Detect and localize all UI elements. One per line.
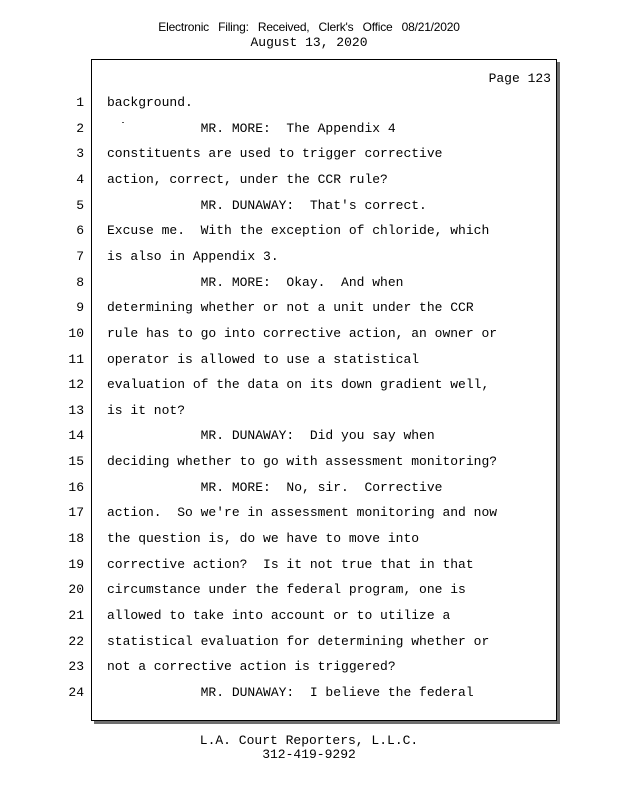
transcript-line: action. So we're in assessment monitoring and now [107, 505, 498, 520]
transcript-line: is it not? [107, 403, 186, 418]
hearing-date: August 13, 2020 [250, 35, 368, 50]
line-number: 15 [68, 454, 84, 469]
line-number: 1 [76, 95, 84, 110]
transcript-line: MR. MORE: No, sir. Corrective [107, 480, 443, 495]
line-number: 2 [76, 121, 84, 136]
transcript-line: MR. MORE: The Appendix 4 [107, 121, 396, 136]
line-number: 21 [68, 608, 84, 623]
transcript-line: MR. DUNAWAY: Did you say when [107, 428, 435, 443]
line-number: 6 [76, 223, 84, 238]
line-number: 3 [76, 146, 84, 161]
transcript-line: action, correct, under the CCR rule? [107, 172, 388, 187]
transcript-line: determining whether or not a unit under the CCR [107, 300, 474, 315]
transcript-line: evaluation of the data on its down gradient well, [107, 377, 490, 392]
transcript-line: Excuse me. With the exception of chloride, which [107, 223, 490, 238]
line-number: 20 [68, 582, 84, 597]
transcript-line: MR. DUNAWAY: That's correct. [107, 198, 427, 213]
line-number: 23 [68, 659, 84, 674]
line-number: 10 [68, 326, 84, 341]
transcript-line: deciding whether to go with assessment monitoring? [107, 454, 498, 469]
transcript-line: rule has to go into corrective action, an owner or [107, 326, 498, 341]
line-number: 5 [76, 198, 84, 213]
filing-stamp: Electronic Filing: Received, Clerk's Office 08/21/2020 [158, 20, 460, 34]
transcript-line: is also in Appendix 3. [107, 249, 279, 264]
line-number: 11 [68, 352, 84, 367]
transcript-line: background. [107, 95, 193, 110]
line-number: 22 [68, 634, 84, 649]
transcript-line: the question is, do we have to move into [107, 531, 420, 546]
line-number: 8 [76, 275, 84, 290]
transcript-line: statistical evaluation for determining whether or [107, 634, 490, 649]
transcript-line: MR. DUNAWAY: I believe the federal [107, 685, 474, 700]
line-number: 7 [76, 249, 84, 264]
transcript-line: not a corrective action is triggered? [107, 659, 396, 674]
court-reporter-name: L.A. Court Reporters, L.L.C. [199, 733, 419, 748]
line-number: 9 [76, 300, 84, 315]
line-number: 18 [68, 531, 84, 546]
transcript-line: corrective action? Is it not true that in that [107, 557, 474, 572]
transcript-line: circumstance under the federal program, one is [107, 582, 466, 597]
transcript-line: constituents are used to trigger corrective [107, 146, 443, 161]
line-number: 24 [68, 685, 84, 700]
court-reporter-phone: 312-419-9292 [262, 747, 356, 762]
transcript-line: allowed to take into account or to utilize a [107, 608, 451, 623]
transcript-line: MR. MORE: Okay. And when [107, 275, 404, 290]
line-number: 4 [76, 172, 84, 187]
line-number: 12 [68, 377, 84, 392]
line-number: 13 [68, 403, 84, 418]
line-number: 16 [68, 480, 84, 495]
line-number: 14 [68, 428, 84, 443]
line-number: 19 [68, 557, 84, 572]
line-number: 17 [68, 505, 84, 520]
transcript-line: operator is allowed to use a statistical [107, 352, 420, 367]
page-number: Page 123 [488, 71, 551, 86]
